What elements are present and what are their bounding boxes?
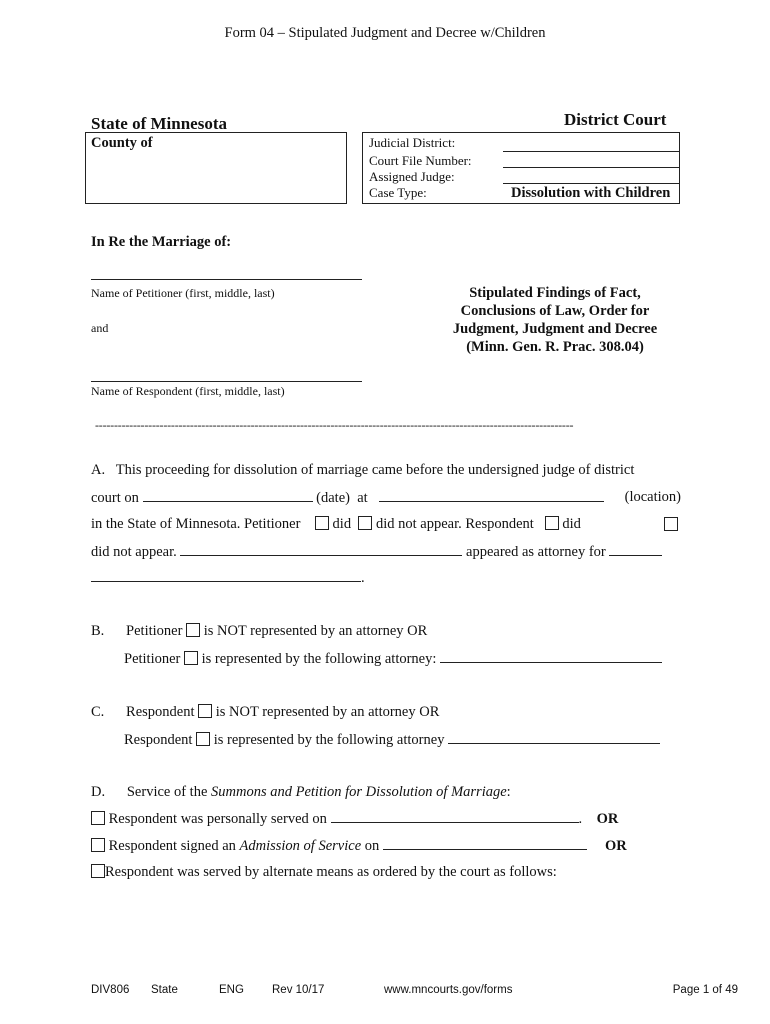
respondent-name-field[interactable] <box>91 381 362 382</box>
personally-served-label: Respondent was personally served on <box>108 811 327 827</box>
appeared-as-attorney-label: appeared as attorney for <box>466 544 606 560</box>
judicial-district-field[interactable] <box>503 151 679 152</box>
service-suffix: : <box>506 784 511 800</box>
document-title-line-1: Stipulated Findings of Fact, <box>469 285 641 301</box>
document-title <box>420 284 690 356</box>
petitioner-represented-checkbox[interactable] <box>184 651 198 665</box>
petitioner-attorney-field[interactable] <box>440 650 662 663</box>
document-title-line-4: (Minn. Gen. R. Prac. 308.04) <box>466 339 644 355</box>
or-label-2: OR <box>605 838 627 854</box>
section-b-petitioner-label: Petitioner <box>126 623 183 639</box>
admission-of-service-label: Admission of Service <box>239 838 362 854</box>
hearing-date-field[interactable] <box>143 489 313 502</box>
attorney-for-field[interactable] <box>609 543 662 556</box>
section-b-line-2 <box>124 650 662 668</box>
did-not-appear-label: did not appear. <box>91 544 177 560</box>
petitioner-not-represented-checkbox[interactable] <box>186 623 200 637</box>
did-not-appear-respondent-label: did not appear. Respondent <box>375 516 534 532</box>
section-a-letter: A. <box>91 462 106 478</box>
county-label: County of <box>91 135 153 151</box>
assigned-judge-label: Assigned Judge: <box>369 169 455 184</box>
case-type-label: Case Type: <box>369 185 427 200</box>
personally-served-period: . <box>578 811 583 827</box>
service-document-name: Summons and Petition for Dissolution of Marriage <box>211 784 507 800</box>
section-c-line-1 <box>91 704 439 721</box>
admission-prefix: Respondent signed an <box>108 838 240 854</box>
respondent-did-not-checkbox[interactable] <box>664 517 678 531</box>
section-b-line-1 <box>91 623 427 640</box>
respondent-name-label: Name of Respondent (first, middle, last) <box>91 384 285 398</box>
petitioner-not-represented-label: is NOT represented by an attorney OR <box>203 623 428 639</box>
respondent-represented-checkbox[interactable] <box>196 732 210 746</box>
court-on-label: court on <box>91 490 139 506</box>
section-a-line-5 <box>91 569 365 587</box>
section-a-line-2 <box>91 489 681 507</box>
admission-suffix: on <box>361 838 380 854</box>
service-option-personal <box>91 810 618 828</box>
alternate-means-label: Respondent was served by alternate means as ordered by the court as follows: <box>105 864 557 880</box>
alternate-means-checkbox[interactable] <box>91 864 105 878</box>
footer-url[interactable]: www.mncourts.gov/forms <box>384 984 513 996</box>
attorney-name-field[interactable] <box>180 543 462 556</box>
date-label: (date) <box>316 490 350 506</box>
service-option-alternate <box>91 864 557 881</box>
section-a-period: . <box>361 570 365 586</box>
section-a-line-3 <box>91 516 581 533</box>
petitioner-represented-label: is represented by the following attorney: <box>201 651 437 667</box>
in-the-state-label: in the State of Minnesota. Petitioner <box>91 516 301 532</box>
petitioner-did-label: did <box>332 516 352 532</box>
document-title-line-2: Conclusions of Law, Order for <box>460 303 650 319</box>
respondent-did-checkbox[interactable] <box>545 516 559 530</box>
hearing-location-field[interactable] <box>379 489 604 502</box>
court-file-number-field[interactable] <box>503 167 679 168</box>
footer-language: ENG <box>219 984 244 996</box>
petitioner-name-label: Name of Petitioner (first, middle, last) <box>91 286 275 300</box>
section-c-respondent-label-2: Respondent <box>124 732 193 748</box>
in-re-heading: In Re the Marriage of: <box>91 234 232 250</box>
state-heading: State of Minnesota <box>91 114 227 133</box>
petitioner-did-checkbox[interactable] <box>315 516 329 530</box>
service-prefix: Service of the <box>126 784 212 800</box>
personally-served-date-field[interactable] <box>331 810 579 823</box>
assigned-judge-field[interactable] <box>503 183 679 184</box>
service-option-admission <box>91 837 627 855</box>
judicial-district-label: Judicial District: <box>369 135 456 150</box>
section-d-letter: D. <box>91 784 106 800</box>
form-title: Form 04 – Stipulated Judgment and Decree w/Children <box>224 25 546 41</box>
section-d-line-1 <box>91 784 511 801</box>
county-field[interactable] <box>160 135 344 197</box>
respondent-attorney-field[interactable] <box>448 731 660 744</box>
footer-page-number: Page 1 of 49 <box>672 984 738 996</box>
section-a-line-4 <box>91 543 681 561</box>
admission-of-service-checkbox[interactable] <box>91 838 105 852</box>
and-label: and <box>91 321 109 335</box>
section-a-line-1 <box>91 462 634 479</box>
court-file-number-label: Court File Number: <box>369 153 472 168</box>
footer-form-code: DIV806 <box>91 984 130 996</box>
attorney-for-continued-field[interactable] <box>91 569 361 582</box>
location-label: (location) <box>624 489 681 505</box>
court-heading: District Court <box>564 110 667 129</box>
dashed-separator: ------------------------------------------------------------------------------------------------------------------------------ <box>95 418 574 432</box>
footer-revision: Rev 10/17 <box>272 984 325 996</box>
footer-state: State <box>151 984 178 996</box>
section-a-text: This proceeding for dissolution of marriage came before the undersigned judge of district <box>115 462 635 478</box>
section-b-letter: B. <box>91 623 105 639</box>
respondent-not-represented-label: is NOT represented by an attorney OR <box>215 704 440 720</box>
case-type-value: Dissolution with Children <box>511 185 671 201</box>
section-c-respondent-label: Respondent <box>126 704 195 720</box>
respondent-not-represented-checkbox[interactable] <box>198 704 212 718</box>
at-label: at <box>357 490 368 506</box>
or-label-1: OR <box>596 811 619 827</box>
admission-date-field[interactable] <box>383 837 587 850</box>
document-title-line-3: Judgment, Judgment and Decree <box>452 321 658 337</box>
respondent-represented-label: is represented by the following attorney <box>213 732 445 748</box>
section-b-petitioner-label-2: Petitioner <box>124 651 181 667</box>
petitioner-name-field[interactable] <box>91 279 362 280</box>
section-c-letter: C. <box>91 704 105 720</box>
respondent-did-label: did <box>562 516 581 532</box>
petitioner-did-not-checkbox[interactable] <box>358 516 372 530</box>
section-c-line-2 <box>124 731 660 749</box>
personally-served-checkbox[interactable] <box>91 811 105 825</box>
